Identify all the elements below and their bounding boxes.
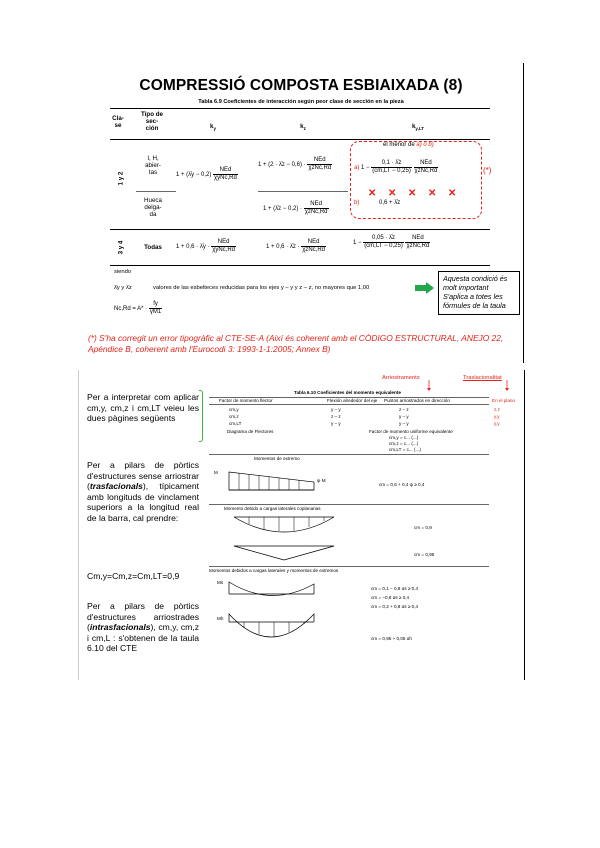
t610-cell: cm,y [229, 407, 239, 412]
row2-kz-formula: 1 + 0,6 · λ̄z · $\frac{\text{NEd}}{\text{χzNc,Rd}}$ [266, 239, 326, 253]
slide-compressio-composta [78, 63, 524, 363]
t610-cell: y – y [331, 421, 341, 426]
bracket-mark [199, 390, 203, 442]
row2-tipo: Todas [144, 244, 162, 251]
t610-cell: y,y [494, 421, 500, 426]
table610-caption: Tabla 6.10 Coeficientes del momento equivalente [294, 390, 401, 395]
slide-border-right [524, 370, 525, 680]
lambda-label: λ̄y y λ̄z [114, 285, 132, 291]
el-menor-text: el menor de a) o b) [383, 142, 434, 148]
m-label: M [214, 470, 218, 475]
row1-kylt-a-formula: a) 1 − $\frac{0,1 \cdot \lambdāz}{(cm,LT - 0,25)}$ $\frac{\text{NEd}}{\text{χzNc,Rd}}$ [354, 160, 438, 174]
moment-diagram-case3a [214, 578, 334, 606]
t610-cell: y – y [399, 414, 409, 419]
table-caption: Tabla 6.9 Coeficientes de interacción según peor clase de sección en la pieza [198, 99, 404, 105]
table-bottom-rule [110, 265, 490, 266]
para-traslacionals: Per a pilars de pòrtics d'estructures sense arriostrar (trasfacionals), típicament amb longituds de vinclament superiors a la longitud real de la barra, cal prendre: [87, 460, 199, 523]
t610-th3: Puntos arriostrados en dirección [384, 398, 450, 403]
moment-diagram-case1 [214, 464, 334, 502]
table-row-rule [110, 229, 490, 230]
t610-th1: Factor de momento flector [219, 398, 273, 403]
green-arrow-icon [415, 282, 435, 294]
header-kylt: $k_{y,LT}$ [411, 123, 425, 132]
table-top-rule [110, 108, 490, 109]
diag-col-header: Diagrama de Flectores [227, 429, 274, 434]
factor-line: cm,y = c... (...) [389, 435, 419, 440]
t610-rule [209, 454, 489, 455]
row2-kylt-formula: 1 − $\frac{0,05 \cdot \lambdāz}{(cm,LT - 0,25)}$ $\frac{\text{NEd}}{\text{χzNc,Rd}}$ [353, 235, 430, 249]
cross-out-icon: ✕ [408, 188, 417, 199]
ncrd-formula: Nc,Rd = A* · $\frac{fy}{\gamma M1}$ [114, 301, 162, 315]
row1-tipo-a: I, H, abier- tas [145, 155, 161, 176]
t610-cell: y,y [494, 414, 500, 419]
case3-label: Momentos debidos a cargas laterales y momentos de extremos [209, 568, 339, 573]
t610-cell: z – z [399, 407, 409, 412]
case2-val2: cm = 0,95 [414, 552, 435, 557]
header-kz: $k_z$ [300, 123, 306, 132]
row1-kz-split-rule [258, 191, 348, 192]
siendo-label: siendo [114, 269, 132, 275]
case3-line3: cm = 0,2 + 0,8 αs ≥ 0,4 [371, 604, 419, 609]
case3-line4: cm = 0,95 + 0,05 αh [371, 636, 412, 641]
para-interpretar: Per a interpretar com aplicar cm,y, cm,z i cm,LT veieu les dues pàgines següents [87, 392, 199, 423]
t610-rule [209, 566, 489, 567]
t610-cell: cm,LT [229, 421, 242, 426]
t610-cell: cm,z [229, 414, 239, 419]
factor-col-header: Factor de momento uniforme equivalente [369, 429, 453, 434]
row2-ky-formula: 1 + 0,6 · λ̄y · $\frac{\text{NEd}}{\text{χyNc,Rd}}$ [176, 239, 236, 253]
moment-diagram-case2a [229, 512, 339, 542]
factor-line: cm,z = c... (...) [389, 441, 419, 446]
table-header-rule [110, 139, 490, 140]
header-tipo: Tipo de sec- ción [141, 111, 163, 132]
label-arriostrades: Arriostraments [382, 375, 420, 381]
callout-box: Aquesta condició és molt important S'aplica a totes les fórmules de la taula [438, 271, 520, 315]
red-arrows [427, 380, 517, 392]
slide-border-right [523, 63, 524, 363]
slide-title: COMPRESSIÓ COMPOSTA ESBIAIXADA (8) [139, 77, 463, 94]
ms-label: Ms [217, 580, 224, 585]
mh-label: Mh [217, 616, 224, 621]
header-ky: $k_y$ [210, 123, 216, 132]
row1-ky-formula: 1 + (λ̄y − 0,2) $\frac{\text{NEd}}{\text{χyNc,Rd}}$ [176, 167, 237, 181]
cross-out-icon: ✕ [428, 188, 437, 199]
slide-coeficients-moment [78, 370, 524, 680]
factor-line: cm,LT = c... (...) [389, 447, 421, 452]
para-cm-equal: Cm,y=Cm,z=Cm,LT=0,9 [87, 571, 180, 581]
case1-label: Momentos de extremo [254, 456, 300, 461]
correction-note: (*) S'ha corregit un error tipogràfic al CTE-SE-A (Així és coherent amb el CÒDIGO ESTRUCTURAL, ANEJO 22, Apéndice B, coherent amb l'Eurocodi 3: 1993-1-1:2005; Annex B) [88, 333, 504, 354]
psi-label: ψ·M [317, 478, 326, 483]
header-clase: Cla- se [112, 115, 124, 129]
t610-cell: z – z [331, 414, 341, 419]
cross-out-icon: ✕ [388, 188, 397, 199]
siendo-text: valores de las esbelteces reducidas para los ejes y – y y z – z, no mayores que 1,00 [153, 285, 370, 291]
row1-kylt-b-formula: b) 0,6 + λ̄z [354, 200, 401, 206]
row1-kz-a-formula: 1 + (2 · λ̄z − 0,6) · $\frac{\text{NEd}}{\text{χzNc,Rd}}$ [258, 157, 332, 171]
t610-cell: z,z [494, 407, 500, 412]
correction-star: (*) [483, 166, 492, 175]
t610-rule [209, 404, 489, 405]
moment-diagram-case3b [214, 610, 334, 648]
t610-cell: y – y [331, 407, 341, 412]
row1-kz-b-formula: 1 + (λ̄z − 0,2) · $\frac{\text{NEd}}{\text{χzNc,Rd}}$ [263, 201, 328, 215]
case1-formula: cm = 0,6 + 0,4 ψ ≥ 0,4 [379, 482, 425, 487]
t610-rule [209, 504, 489, 505]
row2-clase: 3 y 4 [117, 240, 125, 255]
cross-out-icon: ✕ [368, 188, 377, 199]
moment-diagram-case2b [229, 542, 339, 564]
row1-tipo-b: Hueca delga- da [144, 197, 162, 218]
row1-clase: 1 y 2 [117, 171, 125, 186]
cross-out-icon: ✕ [448, 188, 457, 199]
t610-th4: En el plano [492, 398, 515, 403]
para-intraslacionals: Per a pilars de pòrtics d'estructures arriostrades (intrasfacionals), cm,y, cm,z i cm,L : s'obtenen de la taula 6.10 del CTE [87, 601, 199, 653]
case2-val1: cm = 0,9 [414, 525, 432, 530]
label-traslacionals: Traslacionalitat [463, 375, 502, 381]
case2-label: Momento debido a cargas laterales coplanarias [224, 506, 321, 511]
correction-highlight-box [350, 141, 482, 219]
row1-split-rule [136, 191, 176, 192]
case3-line2: cm = −0,8 αs ≥ 0,4 [371, 595, 410, 600]
t610-th2: Flexión alrededor del eje [327, 398, 378, 403]
t610-cell: y – y [399, 421, 409, 426]
case3-line1: cm = 0,1 − 0,8 αs ≥ 0,4 [371, 586, 419, 591]
